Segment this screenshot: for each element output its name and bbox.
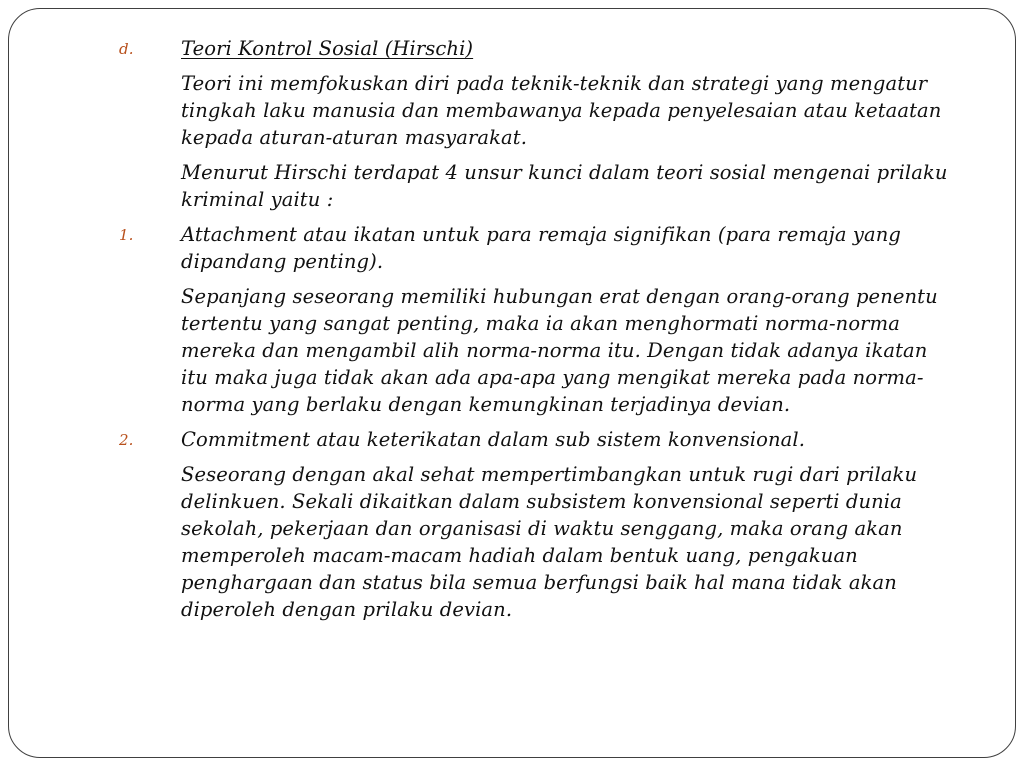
paragraph-text: Teori ini memfokuskan diri pada teknik-teknik dan strategi yang mengatur tingkah laku manusia dan membawanya kepada penyelesaian atau ketaatan kepada aturan-aturan masyarakat. <box>181 72 942 149</box>
section-heading[interactable]: Teori Kontrol Sosial (Hirschi) <box>181 37 474 60</box>
list-item-text: Commitment atau keterikatan dalam sub sistem konvensional. <box>181 428 805 451</box>
list-item-2 <box>119 426 959 453</box>
paragraph-text: Sepanjang seseorang memiliki hubungan erat dengan orang-orang penentu tertentu yang sangat penting, maka ia akan menghormati norma-norma mereka dan mengambil alih norma-norma itu. Dengan tidak adanya ikatan itu maka juga tidak akan ada apa-apa yang mengikat mereka pada norma-norma yang berlaku dengan kemungkinan terjadinya devian. <box>181 285 938 416</box>
list-item-1 <box>119 221 959 275</box>
paragraph-text: Seseorang dengan akal sehat mempertimbangkan untuk rugi dari prilaku delinkuen. Sekali dikaitkan dalam subsistem konvensional seperti dunia sekolah, pekerjaan dan organisasi di waktu senggang, maka orang akan memperoleh macam-macam hadiah dalam bentuk uang, pengakuan penghargaan dan status bila semua berfungsi baik hal mana tidak akan diperoleh dengan prilaku devian. <box>181 463 918 621</box>
paragraph-attachment-detail <box>119 283 959 418</box>
paragraph-commitment-detail <box>119 461 959 623</box>
list-marker-d: d. <box>119 40 134 58</box>
paragraph-text: Menurut Hirschi terdapat 4 unsur kunci dalam teori sosial mengenai prilaku kriminal yaitu : <box>181 161 948 211</box>
list-marker-2: 2. <box>119 431 134 449</box>
paragraph-hirschi-intro <box>119 159 959 213</box>
list-item-text: Attachment atau ikatan untuk para remaja signifikan (para remaja yang dipandang penting). <box>181 223 901 273</box>
slide-content <box>119 35 959 623</box>
paragraph-theory-description <box>119 70 959 151</box>
slide-frame <box>8 8 1016 758</box>
list-item-d <box>119 35 959 62</box>
list-marker-1: 1. <box>119 226 134 244</box>
